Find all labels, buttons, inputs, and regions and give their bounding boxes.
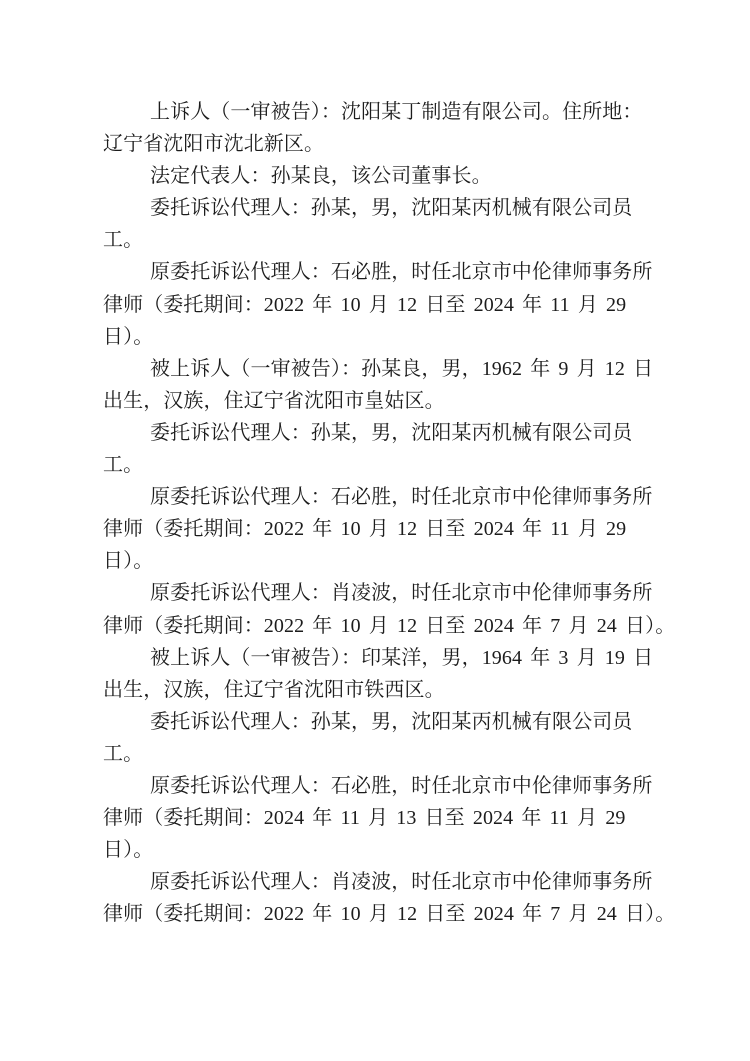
text-line: 工。 [103, 454, 144, 477]
text-line: 律师（委托期间：2022 年 10 月 12 日至 2024 年 11 月 29 [103, 518, 627, 541]
text-line: 律师（委托期间：2022 年 10 月 12 日至 2024 年 7 月 24 日）。 [103, 614, 676, 637]
text-line: 法定代表人：孙某良，该公司董事长。 [150, 165, 492, 188]
text-line: 律师（委托期间：2022 年 10 月 12 日至 2024 年 7 月 24 日）。 [103, 903, 676, 926]
text-line: 工。 [103, 742, 144, 765]
document-text [103, 96, 676, 930]
text-line: 委托诉讼代理人：孙某，男，沈阳某丙机械有限公司员 [150, 421, 633, 444]
text-line: 原委托诉讼代理人：石必胜，时任北京市中伦律师事务所 [150, 486, 653, 509]
text-line: 委托诉讼代理人：孙某，男，沈阳某丙机械有限公司员 [150, 710, 633, 733]
text-line: 日）。 [103, 325, 154, 348]
text-line: 出生，汉族，住辽宁省沈阳市皇姑区。 [103, 389, 445, 412]
text-line: 日）。 [103, 839, 154, 862]
text-line: 原委托诉讼代理人：石必胜，时任北京市中伦律师事务所 [150, 261, 653, 284]
text-line: 日）。 [103, 550, 154, 573]
text-line: 上诉人（一审被告）：沈阳某丁制造有限公司。住所地： [150, 101, 643, 123]
text-line: 被上诉人（一审被告）：孙某良，男，1962 年 9 月 12 日 [150, 357, 654, 380]
text-line: 原委托诉讼代理人：肖凌波，时任北京市中伦律师事务所 [150, 871, 653, 894]
text-line: 被上诉人（一审被告）：印某洋，男，1964 年 3 月 19 日 [150, 646, 654, 669]
text-line: 原委托诉讼代理人：肖凌波，时任北京市中伦律师事务所 [150, 582, 653, 605]
text-line: 辽宁省沈阳市沈北新区。 [103, 133, 325, 156]
text-line: 律师（委托期间：2022 年 10 月 12 日至 2024 年 11 月 29 [103, 293, 627, 316]
text-line: 原委托诉讼代理人：石必胜，时任北京市中伦律师事务所 [150, 774, 653, 797]
text-line: 律师（委托期间：2024 年 11 月 13 日至 2024 年 11 月 29 [103, 807, 626, 830]
text-line: 出生，汉族，住辽宁省沈阳市铁西区。 [103, 678, 445, 701]
text-line: 工。 [103, 229, 144, 252]
text-line: 委托诉讼代理人：孙某，男，沈阳某丙机械有限公司员 [150, 197, 633, 220]
